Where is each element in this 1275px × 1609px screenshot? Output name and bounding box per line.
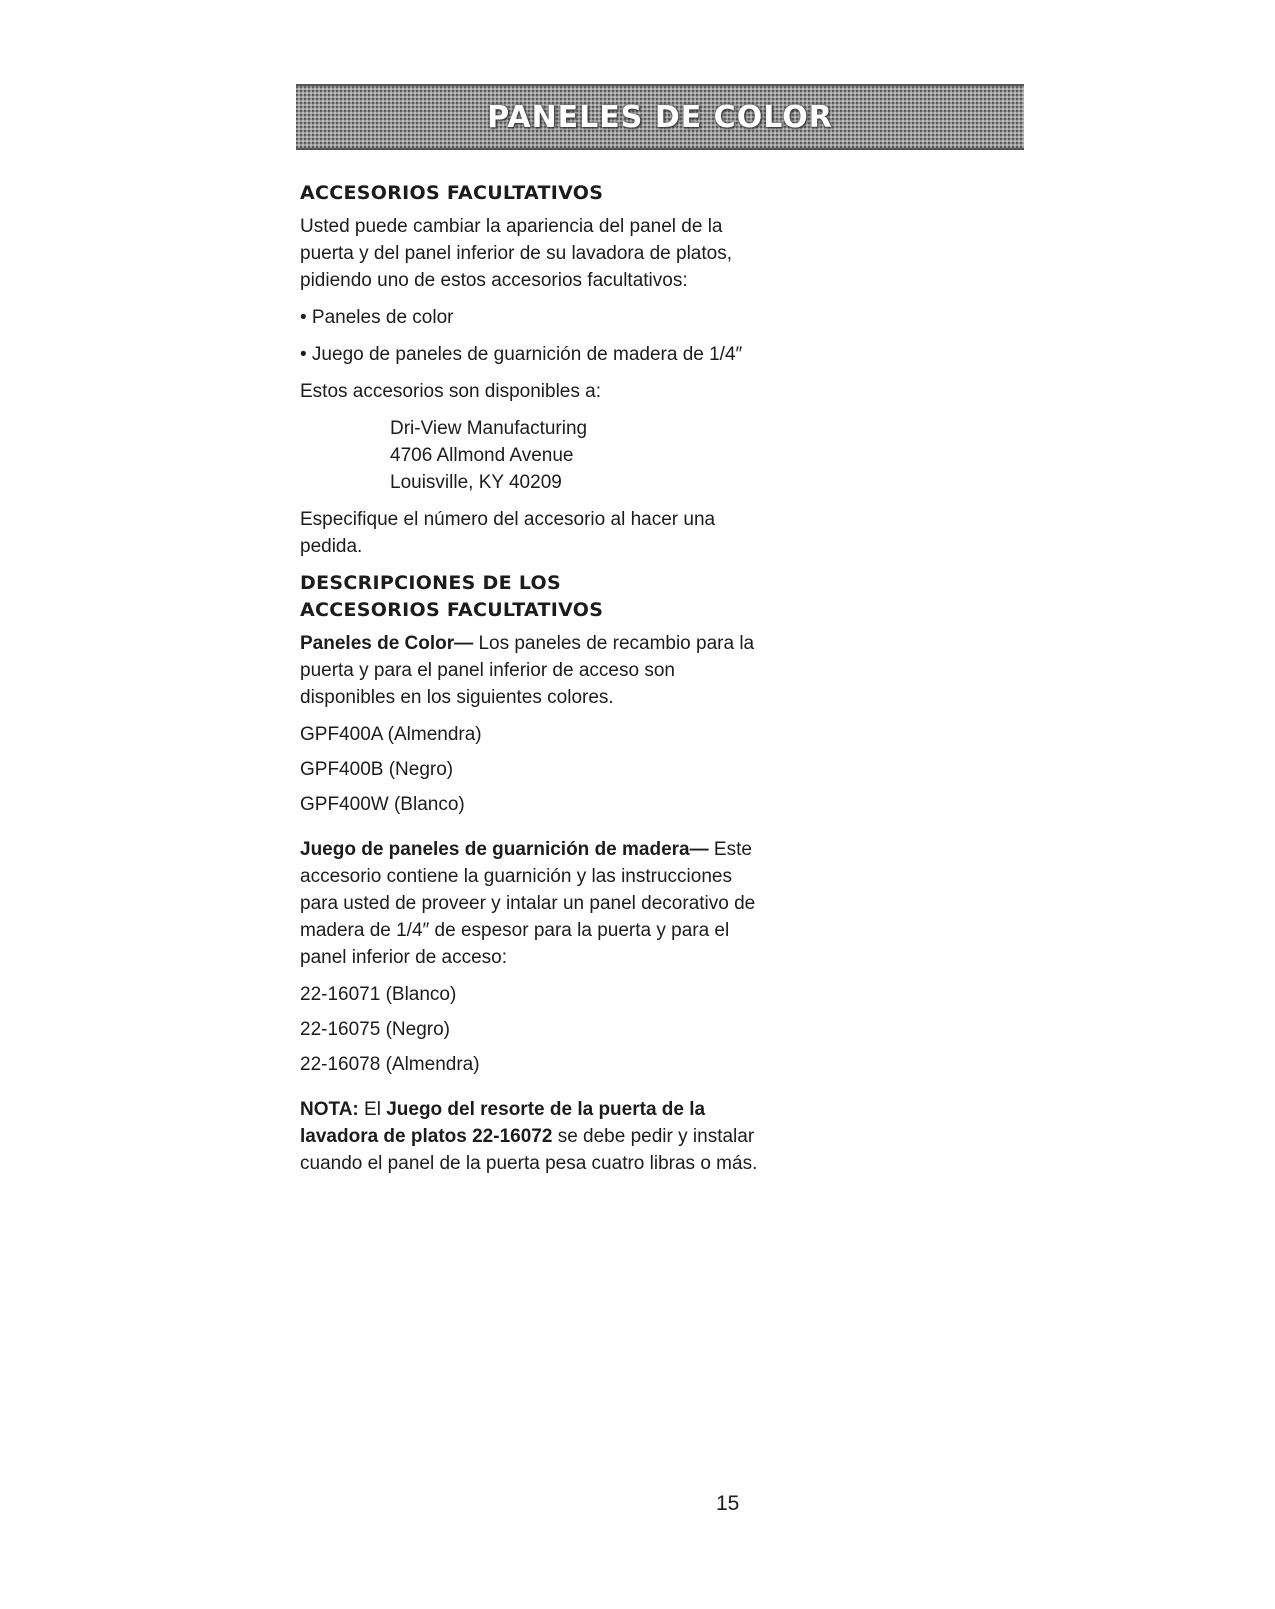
- color-panels-text: Los paneles de recambio para la puerta y para el panel inferior de acceso son disponibles en los siguientes colores.: [300, 633, 755, 708]
- section-heading-descripciones: [300, 570, 770, 624]
- section-heading-accesorios: ACCESORIOS FACULTATIVOS: [300, 182, 604, 204]
- page-title: PANELES DE COLOR: [487, 99, 833, 135]
- color-panel-item: GPF400A (Almendra): [300, 724, 482, 745]
- color-panel-item: GPF400B (Negro): [300, 759, 454, 780]
- note-paragraph: [300, 1096, 770, 1177]
- wood-kit-paragraph: [300, 836, 770, 971]
- main-content: [300, 180, 770, 1187]
- note-bold-text: Juego del resorte de la puerta de la lavadora de platos 22-16072: [300, 1099, 706, 1147]
- address-block: [300, 415, 770, 496]
- bullet-item: • Paneles de color: [300, 307, 454, 328]
- note-text: se debe pedir y instalar cuando el panel de la puerta pesa cuatro libras o más.: [300, 1126, 758, 1174]
- note-label: NOTA:: [300, 1099, 359, 1120]
- wood-kit-label: Juego de paneles de guarnición de madera—: [300, 839, 709, 860]
- address-line: Louisville, KY 40209: [390, 472, 562, 493]
- page-number: 15: [716, 1492, 740, 1515]
- specify-paragraph: Especifique el número del accesorio al hacer una pedida.: [300, 509, 716, 557]
- wood-kit-item: 22-16071 (Blanco): [300, 984, 457, 1005]
- address-line: 4706 Allmond Avenue: [390, 445, 574, 466]
- color-panels-label: Paneles de Color—: [300, 633, 474, 654]
- color-panel-item: GPF400W (Blanco): [300, 794, 465, 815]
- heading-line: ACCESORIOS FACULTATIVOS: [300, 599, 604, 621]
- wood-kit-item: 22-16078 (Almendra): [300, 1054, 480, 1075]
- color-panels-paragraph: [300, 630, 770, 711]
- bullet-item: • Juego de paneles de guarnición de madera de 1/4″: [300, 344, 743, 365]
- note-text: El: [358, 1099, 387, 1120]
- address-line: Dri-View Manufacturing: [390, 418, 588, 439]
- wood-kit-item: 22-16075 (Negro): [300, 1019, 450, 1040]
- title-banner: [296, 84, 1024, 150]
- wood-kit-text: Este accesorio contiene la guarnición y las instrucciones para usted de proveer y intalar un panel decorativo de madera de 1/4″ de espesor para la puerta y para el panel inferior de acceso:: [300, 839, 756, 968]
- available-paragraph: Estos accesorios son disponibles a:: [300, 381, 601, 402]
- intro-paragraph: Usted puede cambiar la apariencia del panel de la puerta y del panel inferior de su lavadora de platos, pidiendo uno de estos accesorios facultativos:: [300, 216, 732, 291]
- heading-line: DESCRIPCIONES DE LOS: [300, 572, 561, 594]
